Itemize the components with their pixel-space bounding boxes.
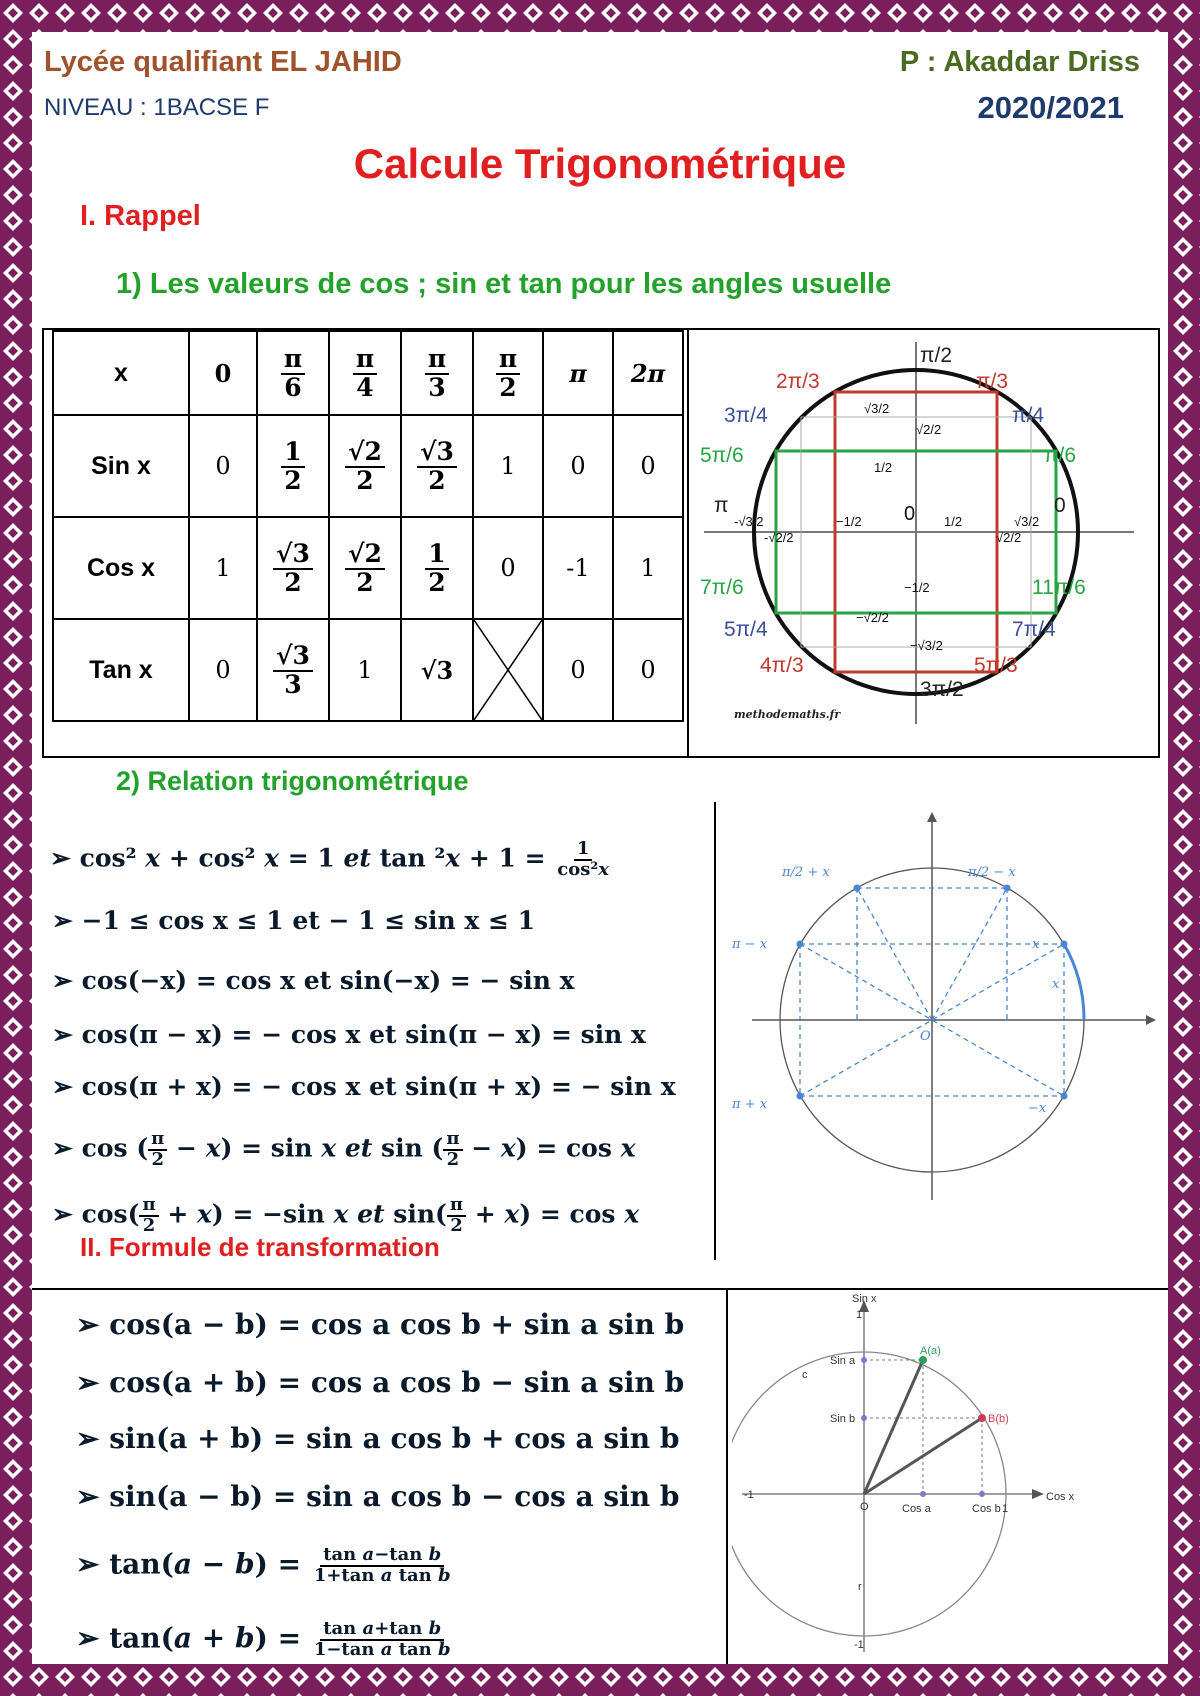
value-label: √3/2 — [864, 401, 890, 416]
angle-label: π/4 — [1012, 404, 1045, 427]
angle-label: π/2 + x — [782, 865, 830, 880]
subsection-relations-title: 2) Relation trigonométrique — [116, 766, 469, 796]
point-label: Sin x — [852, 1293, 877, 1305]
point-label: Cos x — [1046, 1491, 1075, 1503]
value-label: −√2/2 — [856, 610, 889, 625]
tan-pi2-undefined — [473, 619, 543, 721]
row-label-sin: Sin x — [53, 415, 189, 517]
point-label: Cos b — [972, 1503, 1001, 1515]
table-row-cos — [53, 517, 683, 619]
table-row-tan — [53, 619, 683, 721]
sin-0: 0 — [189, 415, 257, 517]
row-label-tan: Tan x — [53, 619, 189, 721]
angle-label: −x — [1028, 1101, 1047, 1116]
transform-2: ➢ cos(a + b) = cos a cos b − sin a sin b — [76, 1366, 685, 1399]
table-head-0: 0 — [189, 331, 257, 415]
angle-label: 5π/4 — [724, 618, 768, 641]
transform-1: ➢ cos(a − b) = cos a cos b + sin a sin b — [76, 1308, 685, 1341]
tan-pi3: √3 — [401, 619, 473, 721]
angle-label: 3π/2 — [920, 678, 964, 701]
angle-label: 2π/3 — [776, 370, 820, 393]
relation-3: ➢ cos(−x) = cos x et sin(−x) = − sin x — [52, 966, 575, 995]
point-label: A(a) — [920, 1345, 941, 1357]
value-label: √3/2 — [1014, 514, 1040, 529]
angle-label: 4π/3 — [760, 654, 804, 677]
angle-label: 3π/4 — [724, 404, 768, 427]
point-label: c — [802, 1369, 808, 1381]
angle-label: π/2 — [920, 344, 953, 367]
table-header-row — [53, 331, 683, 415]
credit-text: methodemaths.fr — [734, 708, 841, 721]
angle-label: x — [1032, 937, 1040, 952]
relation-2: ➢ −1 ≤ cos x ≤ 1 et − 1 ≤ sin x ≤ 1 — [52, 906, 536, 935]
relation-6: ➢ cos ( $\frac{\pi}{2}$ − x) = sin x et sin ( $\frac{\pi}{2}$ − x) = cos x — [52, 1128, 636, 1170]
point-label: Cos a — [902, 1503, 931, 1515]
table-head-x: x — [53, 331, 189, 415]
point-label: Sin a — [830, 1355, 856, 1367]
values-box-divider — [687, 328, 689, 758]
value-label: −1/2 — [904, 580, 930, 595]
value-label: -√2/2 — [764, 530, 794, 545]
point-label: 1 — [1002, 1503, 1009, 1515]
point-label: 1 — [856, 1309, 863, 1321]
tan-pi6: $\frac{√3}{3}$ — [257, 619, 329, 721]
tan-pi: 0 — [543, 619, 613, 721]
table-head-pi3: $\frac{\pi}{3}$ — [401, 331, 473, 415]
value-label: √2/2 — [916, 422, 942, 437]
cos-pi6: $\frac{√3}{2}$ — [257, 517, 329, 619]
angle-label: π + x — [732, 1097, 768, 1112]
angle-label: π — [714, 494, 729, 517]
sin-pi4: $\frac{√2}{2}$ — [329, 415, 401, 517]
transform-6: ➢ tan(a + b) = $\frac{\text{tan a+tan b}}{\text{1−tan a tan b}}$ — [76, 1618, 451, 1660]
value-label: √2/2 — [996, 530, 1022, 545]
level-label: NIVEAU : 1BACSE F — [44, 94, 270, 121]
tan-pi4: 1 — [329, 619, 401, 721]
angle-label: O — [920, 1029, 931, 1044]
angle-label: 0 — [1054, 494, 1066, 517]
school-year: 2020/2021 — [977, 90, 1124, 125]
relation-7: ➢ cos( $\frac{\pi}{2}$ + x) = −sin x et sin( $\frac{\pi}{2}$ + x) = cos x — [52, 1194, 640, 1236]
unit-circle-addition — [732, 1290, 1164, 1660]
value-label: −1/2 — [836, 514, 862, 529]
point-label: Sin b — [830, 1413, 856, 1425]
subsection-values-title: 1) Les valeurs de cos ; sin et tan pour les angles usuelle — [116, 268, 892, 300]
transform-5: ➢ tan(a − b) = $\frac{\text{tan a−tan b}}{\text{1+tan a tan b}}$ — [76, 1544, 451, 1586]
section-rappel-title: I. Rappel — [80, 200, 201, 232]
angle-label: 7π/6 — [700, 576, 744, 599]
sin-pi3: $\frac{√3}{2}$ — [401, 415, 473, 517]
angle-label: 5π/6 — [700, 444, 744, 467]
professor-name: P : Akaddar Driss — [899, 46, 1140, 78]
point-label: B(b) — [988, 1413, 1009, 1425]
table-head-pi2: $\frac{\pi}{2}$ — [473, 331, 543, 415]
cos-2pi: 1 — [613, 517, 683, 619]
point-label: O — [860, 1501, 869, 1513]
table-head-pi: π — [543, 331, 613, 415]
point-label: r — [858, 1581, 862, 1593]
cos-pi3: $\frac{1}{2}$ — [401, 517, 473, 619]
transform-4: ➢ sin(a − b) = sin a cos b − cos a sin b — [76, 1480, 680, 1513]
row-label-cos: Cos x — [53, 517, 189, 619]
table-head-2pi: 2π — [613, 331, 683, 415]
table-head-pi6: $\frac{\pi}{6}$ — [257, 331, 329, 415]
sin-2pi: 0 — [613, 415, 683, 517]
school-name: Lycée qualifiant EL JAHID — [44, 46, 402, 78]
trig-values-table — [52, 330, 684, 722]
value-label: 1/2 — [944, 514, 963, 529]
table-row-sin — [53, 415, 683, 517]
transform-3: ➢ sin(a + b) = sin a cos b + cos a sin b — [76, 1422, 680, 1455]
angle-label: 7π/4 — [1012, 618, 1056, 641]
sin-pi2: 1 — [473, 415, 543, 517]
page — [32, 32, 1168, 1664]
sin-pi: 0 — [543, 415, 613, 517]
transform-box-divider — [726, 1288, 728, 1664]
tan-0: 0 — [189, 619, 257, 721]
sin-pi6: $\frac{1}{2}$ — [257, 415, 329, 517]
cos-pi: -1 — [543, 517, 613, 619]
angle-label: 5π/3 — [974, 654, 1018, 677]
relations-divider — [714, 802, 716, 1260]
unit-circle-relations — [732, 802, 1162, 1202]
page-title: Calcule Trigonométrique — [353, 140, 847, 187]
table-head-pi4: $\frac{\pi}{4}$ — [329, 331, 401, 415]
value-label: 1/2 — [874, 460, 893, 475]
cos-pi4: $\frac{√2}{2}$ — [329, 517, 401, 619]
unit-circle-values — [694, 332, 1156, 752]
angle-label: π/6 — [1044, 444, 1077, 467]
angle-label: 11π/6 — [1032, 576, 1086, 599]
point-label: -1 — [744, 1489, 754, 1501]
relation-1: ➢ cos² x + cos² x = 1 et tan ²x + 1 = $\frac{1}{\text{cos²x}}$ — [50, 838, 610, 880]
point-label: -1 — [854, 1639, 864, 1651]
cos-pi2: 0 — [473, 517, 543, 619]
angle-label: x — [1052, 977, 1060, 992]
value-label: -√3/2 — [734, 514, 764, 529]
undefined-cross-icon — [474, 620, 542, 720]
angle-label: π − x — [732, 937, 768, 952]
relation-5: ➢ cos(π + x) = − cos x et sin(π + x) = − sin x — [52, 1072, 676, 1101]
relation-4: ➢ cos(π − x) = − cos x et sin(π − x) = sin x — [52, 1020, 646, 1049]
value-label: −√3/2 — [910, 638, 943, 653]
angle-label: π/3 — [976, 370, 1009, 393]
angle-label: π/2 − x — [968, 865, 1016, 880]
relation-1-text: ➢ cos² x + cos² x = 1 et tan ²x + 1 = — [50, 843, 555, 873]
cos-0: 1 — [189, 517, 257, 619]
value-label: 0 — [904, 503, 916, 525]
tan-2pi: 0 — [613, 619, 683, 721]
section-transformation-title: II. Formule de transformation — [80, 1232, 440, 1262]
